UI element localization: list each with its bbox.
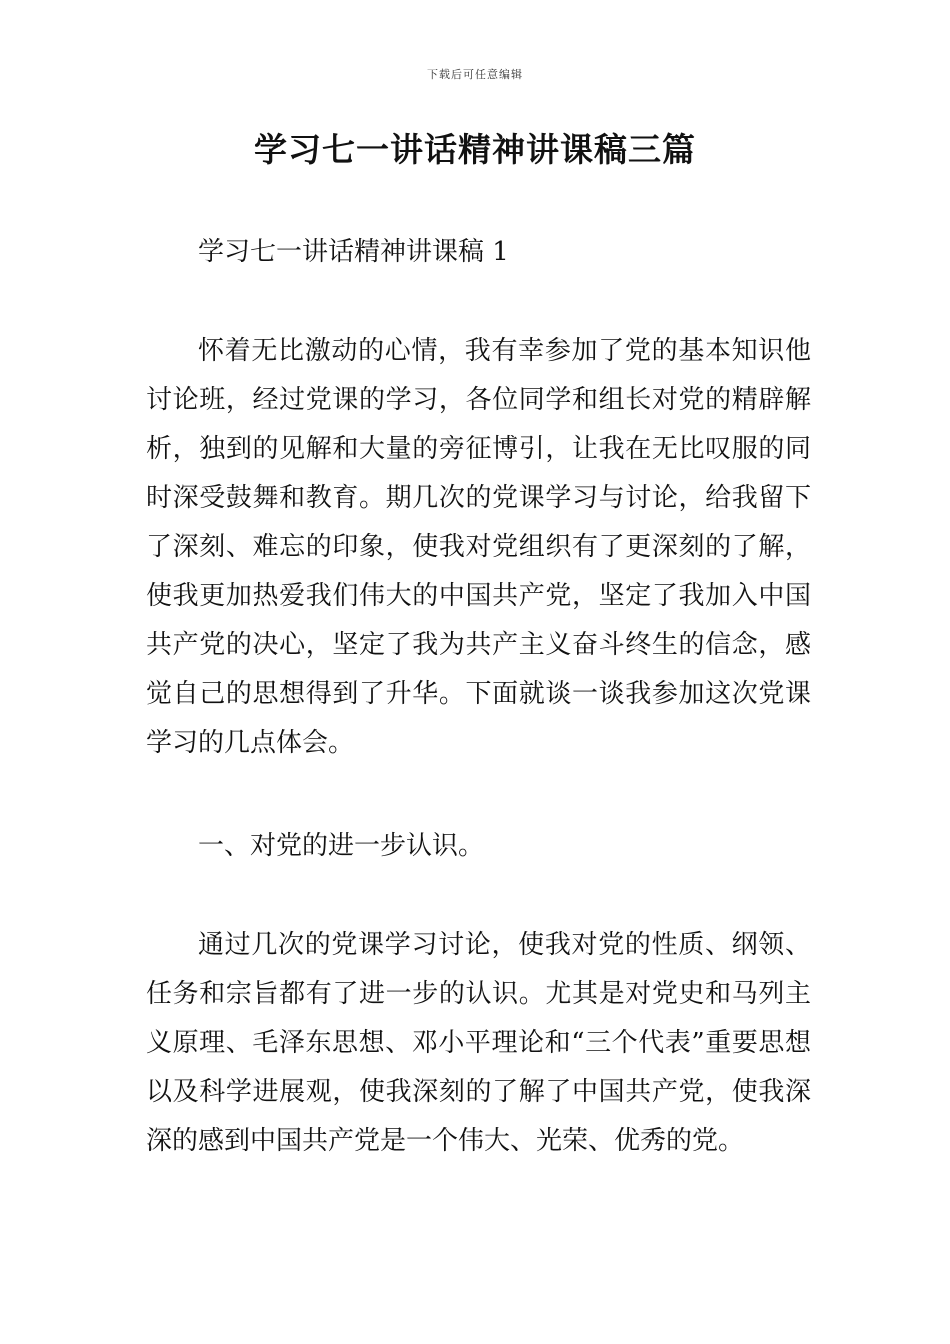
document-title: 学习七一讲话精神讲课稿三篇 [254, 130, 696, 169]
paragraph-intro: 怀着无比激动的心情，我有幸参加了党的基本知识他讨论班，经过党课的学习，各位同学和组长对党的精辟解析，独到的见解和大量的旁征博引，让我在无比叹服的同时深受鼓舞和教育。期几次的党课学习与讨论，给我留下了深刻、难忘的印象，使我对党组织有了更深刻的了解，使我更加热爱我们伟大的中国共产党，坚定了我加入中国共产党的决心，坚定了我为共产主义奋斗终生的信念，感觉自己的思想得到了升华。下面就谈一谈我参加这次党课学习的几点体会。 [146, 336, 811, 758]
header-note: 下载后可任意编辑 [427, 68, 523, 81]
paragraph-section-1: 通过几次的党课学习讨论，使我对党的性质、纲领、任务和宗旨都有了进一步的认识。尤其是对党史和马列主义原理、毛泽东思想、邓小平理论和“三个代表”重要思想以及科学进展观，使我深刻的了解了中国共产党，使我深深的感到中国共产党是一个伟大、光荣、优秀的党。 [146, 930, 811, 1156]
section-heading-1: 一、对党的进一步认识。 [198, 831, 485, 861]
section-subtitle: 学习七一讲话精神讲课稿 1 [198, 237, 509, 267]
